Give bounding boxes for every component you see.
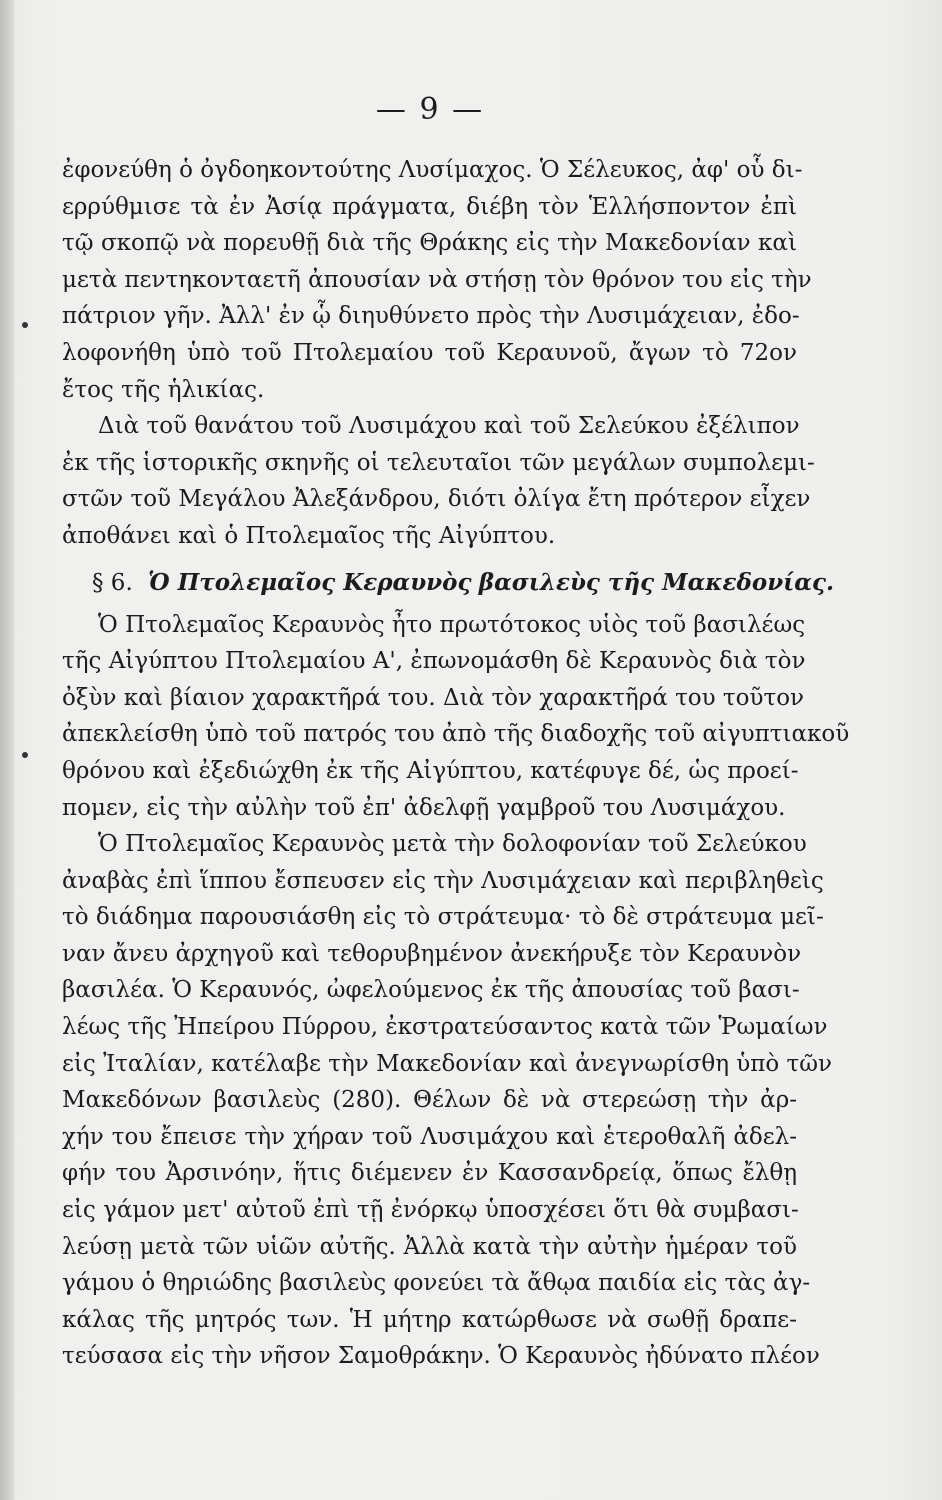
text-line: Διὰ τοῦ θανάτου τοῦ Λυσιμάχου καὶ τοῦ Σελεύκου ἐξέλιπον [98, 413, 800, 440]
text-line: βασιλέα. Ὁ Κεραυνός, ὠφελούμενος ἐκ τῆς ἀπουσίας τοῦ βασι- [62, 977, 800, 1004]
page-number: — 9 — [375, 92, 485, 127]
section-mark: § 6. [92, 569, 133, 596]
text-line: ἐκ τῆς ἱστορικῆς σκηνῆς οἱ τελευταῖοι τῶν μεγάλων συμπολεμι- [62, 449, 815, 476]
text-line: ὀξὺν καὶ βίαιον χαρακτῆρά του. Διὰ τὸν χαρακτῆρά του τοῦτον [62, 684, 805, 711]
text-line: Ὁ Πτολεμαῖος Κεραυνὸς μετὰ τὴν δολοφονίαν τοῦ Σελεύκου [98, 831, 807, 858]
text-line: στῶν τοῦ Μεγάλου Ἀλεξάνδρου, διότι ὀλίγα ἔτη πρότερον εἶχεν [62, 486, 811, 513]
text-line: Μακεδόνων βασιλεὺς (280). Θέλων δὲ νὰ στερεώσῃ τὴν ἀρ- [62, 1087, 797, 1114]
text-line: φήν του Ἀρσινόην, ἥτις διέμενεν ἐν Κασσανδρείᾳ, ὅπως ἔλθῃ [62, 1160, 797, 1187]
text-line: μετὰ πεντηκονταετῆ ἀπουσίαν νὰ στήσῃ τὸν θρόνον του εἰς τὴν [62, 266, 812, 293]
text-line: ἐφονεύθη ὁ ὀγδοηκοντούτης Λυσίμαχος. Ὁ Σέλευκος, ἀφ' οὗ δι- [62, 157, 803, 183]
section-title: Ὁ Πτολεμαῖος Κεραυνὸς [148, 568, 472, 596]
margin-mark [22, 752, 28, 758]
text-line: ἀναβὰς ἐπὶ ἵππου ἔσπευσεν εἰς τὴν Λυσιμάχειαν καὶ περιβληθεὶς [62, 867, 824, 894]
section-title-tail: βασιλεὺς τῆς Μακεδονίας. [478, 568, 835, 596]
text-line: τεύσασα εἰς τὴν νῆσον Σαμοθράκην. Ὁ Κεραυνὸς ἠδύνατο πλέον [62, 1343, 820, 1370]
text-line: Ὁ Πτολεμαῖος Κεραυνὸς ἦτο πρωτότοκος υἱὸς τοῦ βασιλέως [98, 611, 806, 638]
text-line: κάλας τῆς μητρός των. Ἡ μήτηρ κατώρθωσε νὰ σωθῇ δραπε- [62, 1306, 797, 1333]
text-line: εἰς Ἰταλίαν, κατέλαβε τὴν Μακεδονίαν καὶ ἀνεγνωρίσθη ὑπὸ τῶν [62, 1050, 833, 1077]
body-text [62, 152, 850, 1375]
text-line: γάμου ὁ θηριώδης βασιλεὺς φονεύει τὰ ἄθῳα παιδία εἰς τὰς ἀγ- [62, 1270, 811, 1297]
text-line: λοφονήθη ὑπὸ τοῦ Πτολεμαίου τοῦ Κεραυνοῦ, ἄγων τὸ 72ον [62, 339, 797, 366]
text-line: εἰς γάμον μετ' αὐτοῦ ἐπὶ τῇ ἐνόρκῳ ὑποσχέσει ὅτι θὰ συμβασι- [62, 1197, 799, 1224]
text-line: πομεν, εἰς τὴν αὐλὴν τοῦ ἐπ' ἀδελφῇ γαμβροῦ του Λυσιμάχου. [62, 794, 786, 821]
text-line: τῷ σκοπῷ νὰ πορευθῇ διὰ τῆς Θράκης εἰς τὴν Μακεδονίαν καὶ [62, 230, 797, 257]
text-line: ναν ἄνευ ἀρχηγοῦ καὶ τεθορυβημένον ἀνεκήρυξε τὸν Κεραυνὸν [62, 940, 802, 967]
text-line: λεύσῃ μετὰ τῶν υἱῶν αὐτῆς. Ἀλλὰ κατὰ τὴν αὐτὴν ἡμέραν τοῦ [62, 1233, 797, 1260]
text-line: χήν του ἔπεισε τὴν χήραν τοῦ Λυσιμάχου καὶ ἑτεροθαλῆ ἀδελ- [62, 1123, 797, 1150]
text-line: πάτριον γῆν. Ἀλλ' ἐν ᾧ διηυθύνετο πρὸς τὴν Λυσιμάχειαν, ἐδο- [62, 303, 800, 330]
text-line: ἀποθάνει καὶ ὁ Πτολεμαῖος τῆς Αἰγύπτου. [62, 522, 556, 549]
text-line: λέως τῆς Ἠπείρου Πύρρου, ἐκστρατεύσαντος κατὰ τῶν Ῥωμαίων [62, 1014, 828, 1041]
text-line: τῆς Αἰγύπτου Πτολεμαίου Α', ἐπωνομάσθη δὲ Κεραυνὸς διὰ τὸν [62, 648, 806, 675]
page-spine-shadow [0, 0, 14, 1500]
section-heading [62, 555, 835, 607]
text-line: ἀπεκλείσθη ὑπὸ τοῦ πατρός του ἀπὸ τῆς διαδοχῆς τοῦ αἰγυπτιακοῦ [62, 721, 850, 748]
text-line: τὸ διάδημα παρουσιάσθη εἰς τὸ στράτευμα· τὸ δὲ στράτευμα μεῖ- [62, 904, 824, 931]
text-line: ἔτος τῆς ἡλικίας. [62, 376, 265, 403]
text-line: θρόνου καὶ ἐξεδιώχθη ἐκ τῆς Αἰγύπτου, κατέφυγε δέ, ὡς προεί- [62, 757, 799, 784]
margin-mark [22, 322, 28, 328]
text-line: ερρύθμισε τὰ ἐν Ἀσίᾳ πράγματα, διέβη τὸν Ἑλλήσποντον ἐπὶ [62, 193, 797, 220]
